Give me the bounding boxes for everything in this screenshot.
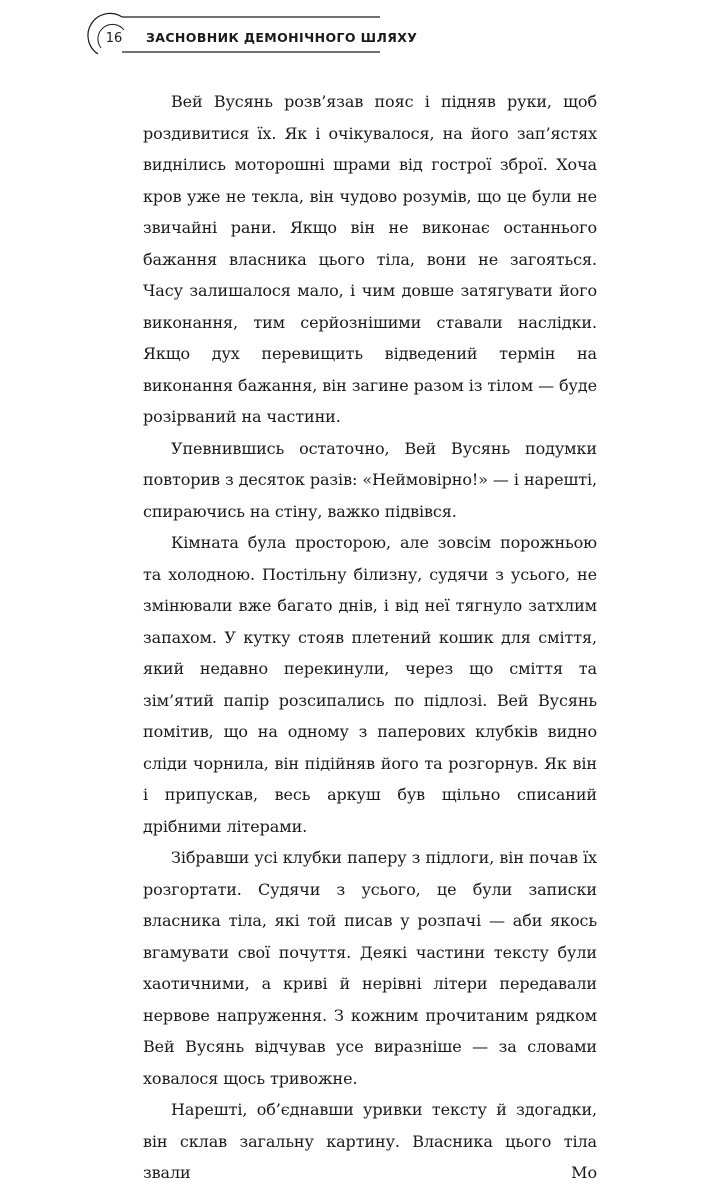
page-header bbox=[0, 0, 728, 70]
paragraph: Кімната була просторою, але зовсім порожньою та холодною. Постільну білизну, судячи з усього, не змінювали вже багато днів, і від неї тягнуло затхлим запахом. У кутку стояв плетений кошик для сміття, який недавно перекинули, через що сміття та зім’ятий папір розсипались по підлозі. Вей Вусянь помітив, що на одному з паперових клубків видно сліди чорнила, він підійняв його та розгорнув. Як він і припускав, весь аркуш був щільно списаний дрібними літерами. bbox=[143, 533, 597, 836]
paragraph: Упевнившись остаточно, Вей Вусянь подумки повторив з десяток разів: «Неймовірно!» — і нарешті, спираючись на стіну, важко підвівся. bbox=[143, 438, 597, 521]
page-number: 16 bbox=[105, 31, 123, 46]
paragraph: Вей Вусянь розв’язав пояс і підняв руки, щоб роздивитися їх. Як і очікувалося, на його зап’ястях виднілись моторошні шрами від гострої зброї. Хоча кров уже не текла, він чудово розумів, що це були не звичайні рани. Якщо він не виконає останнього бажання власника цього тіла, вони не загояться. Часу залишалося мало, і чим довше затягувати його виконання, тим серйознішими ставали наслідки. Якщо дух перевищить відведений термін на виконання бажання, він загине разом із тілом — буде розірваний на частини. bbox=[143, 92, 597, 426]
paragraph: Нарешті, об’єднавши уривки тексту й здогадки, він склав загальну картину. Власника цього тіла звали Мо bbox=[143, 1100, 597, 1182]
running-title: ЗАСНОВНИК ДЕМОНІЧНОГО ШЛЯХУ bbox=[146, 30, 418, 45]
body-text bbox=[143, 86, 597, 1189]
paragraph: Зібравши усі клубки паперу з підлоги, він почав їх розгортати. Судячи з усього, це були записки власника тіла, які той писав у розпачі — аби якось вгамувати свої почуття. Деякі частини тексту були хаотичними, а криві й нерівні літери передавали нервове напруження. З кожним прочитаним рядком Вей Вусянь відчував усе виразніше — за словами ховалося щось тривожне. bbox=[143, 848, 597, 1088]
